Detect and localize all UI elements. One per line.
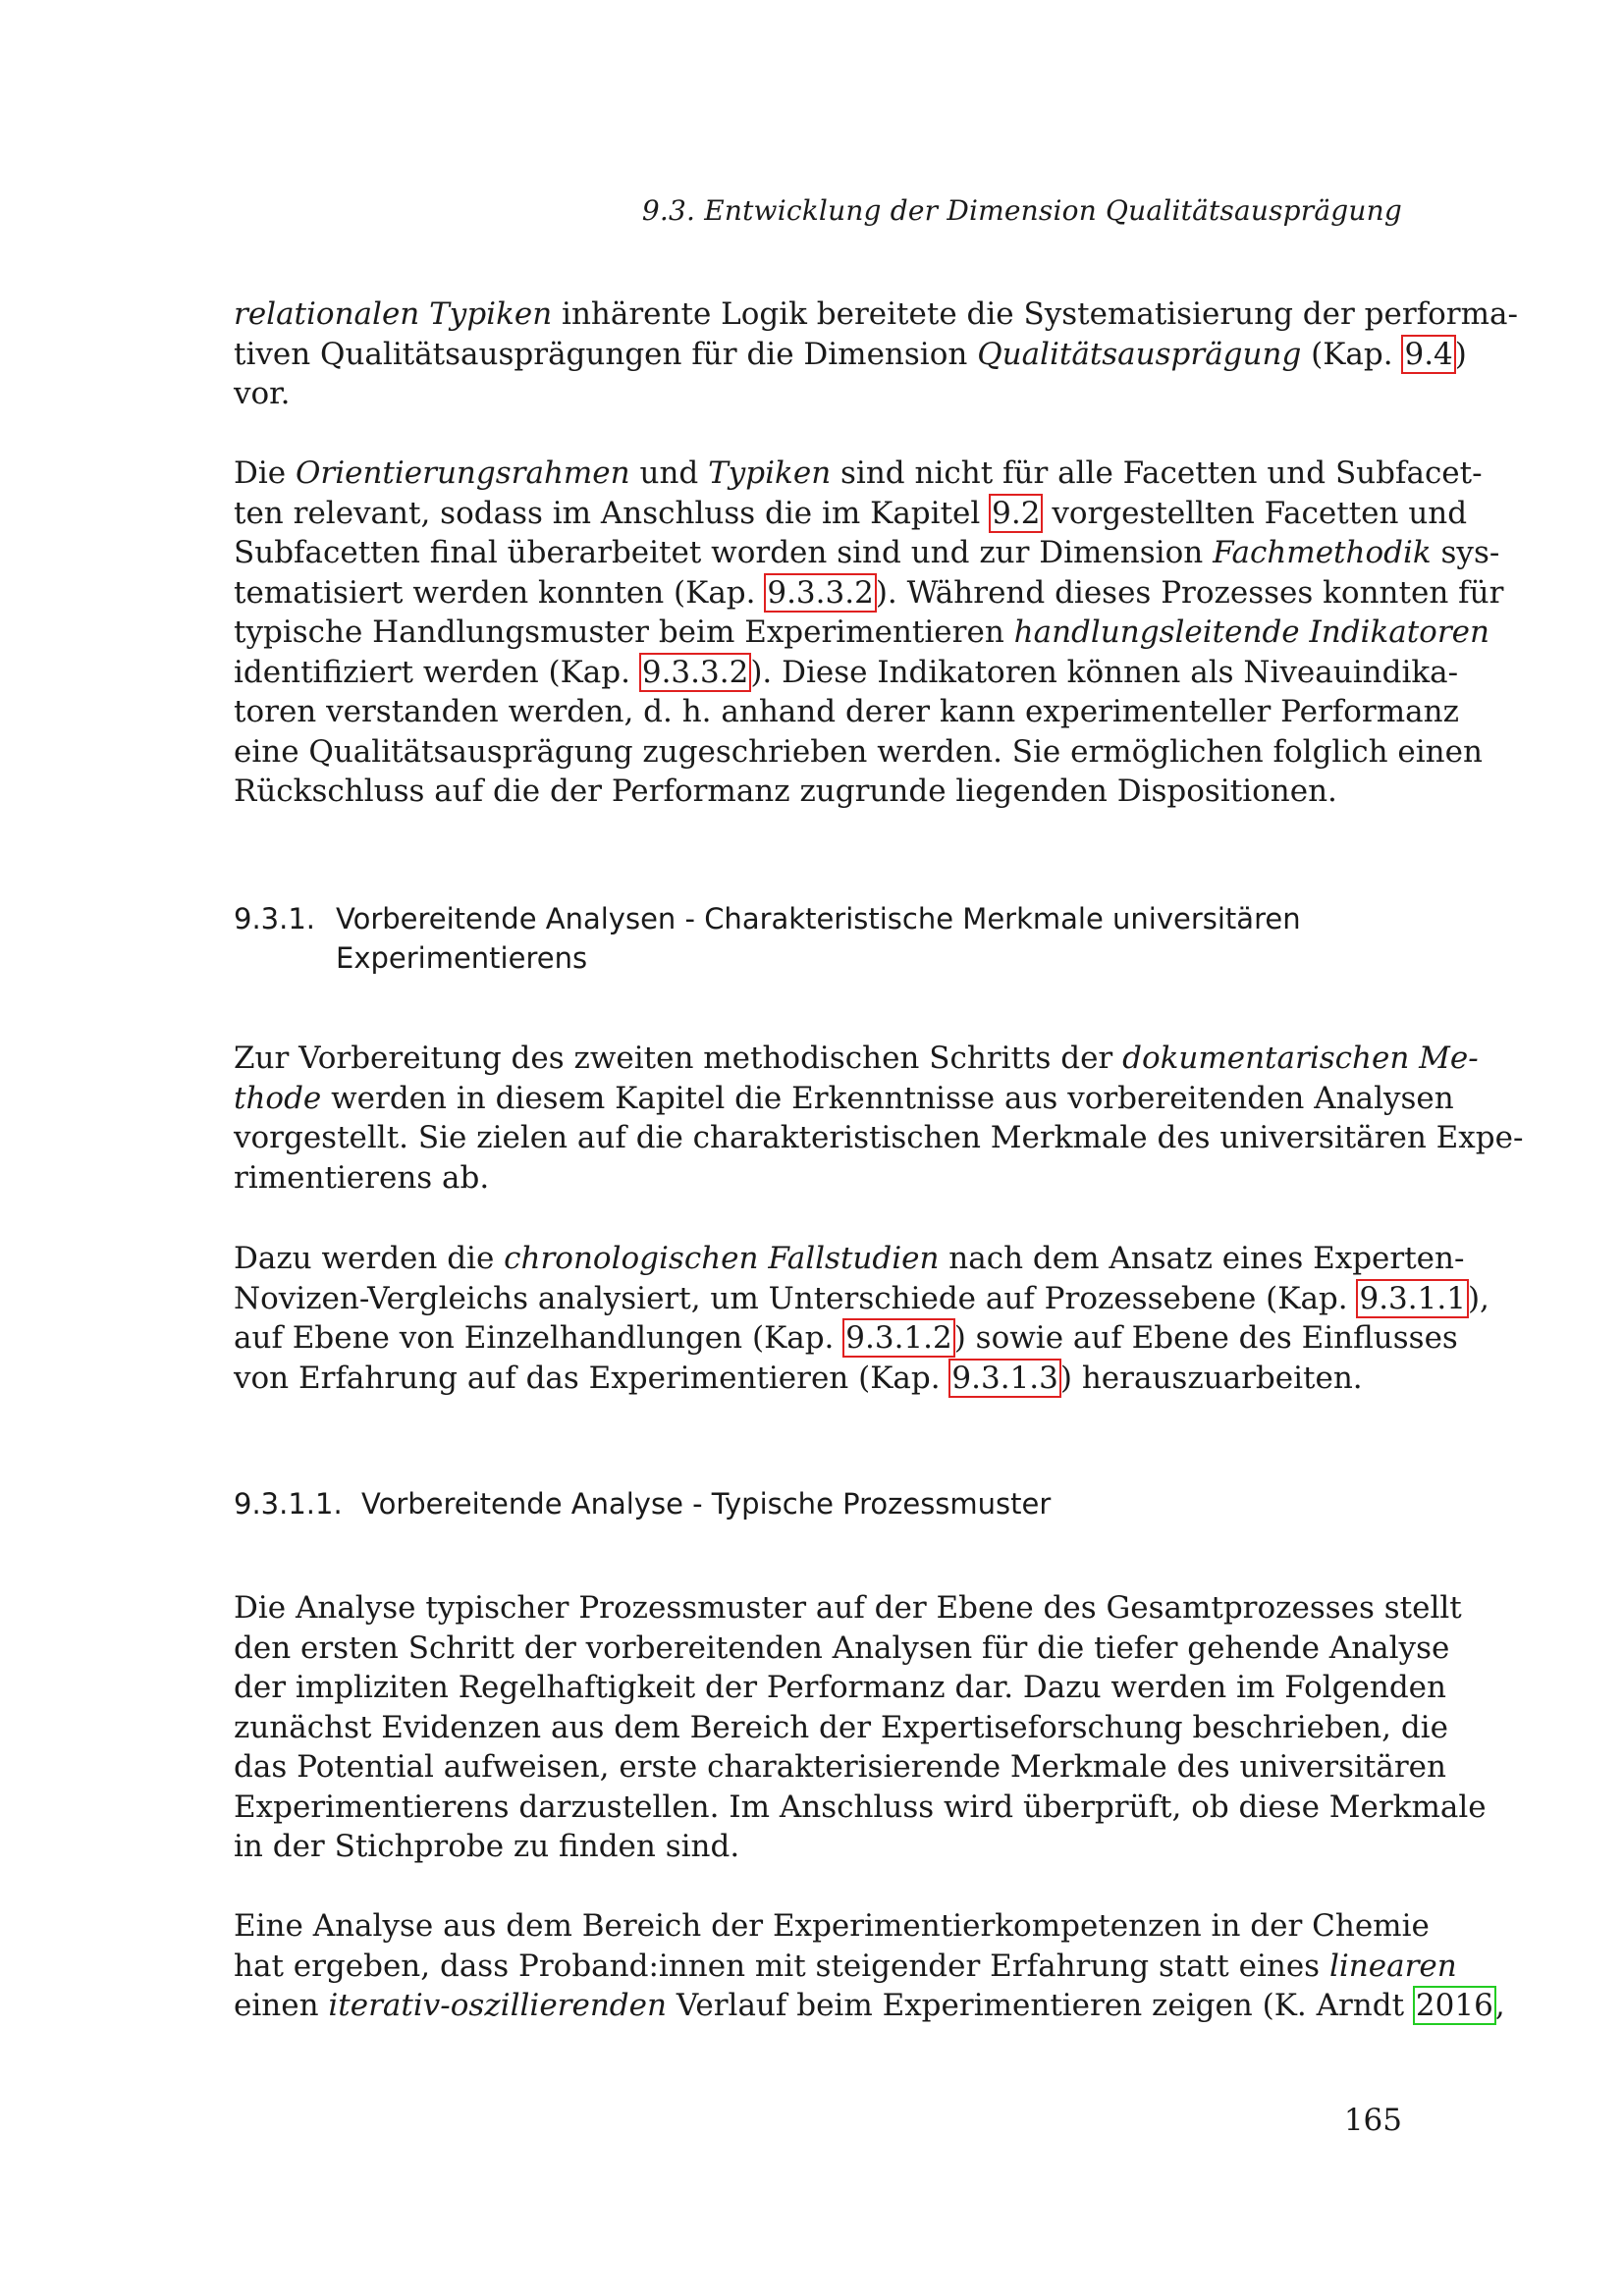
- paragraph-4: [234, 1239, 1489, 1398]
- text-run: ) herauszuarbeiten.: [1059, 1360, 1363, 1396]
- subsection-title: Vorbereitende Analyse - Typische Prozessmuster: [361, 1487, 1052, 1521]
- emphasis-text: Orientierungsrahmen: [295, 455, 630, 491]
- text-run: auf Ebene von Einzelhandlungen (Kap.: [234, 1320, 844, 1356]
- citation-link[interactable]: 2016: [1413, 1986, 1496, 2025]
- text-run: vorgestellt. Sie zielen auf die charakteristischen Merkmale des universitären Expe-: [234, 1120, 1524, 1155]
- text-run: Die Analyse typischer Prozessmuster auf der Ebene des Gesamtprozesses stellt: [234, 1590, 1462, 1626]
- text-run: ): [1454, 336, 1467, 372]
- text-run: sys-: [1431, 535, 1500, 570]
- paragraph-2: [234, 454, 1504, 812]
- text-run: Subfacetten final überarbeitet worden sind und zur Dimension: [234, 535, 1214, 570]
- cross-reference-link[interactable]: 9.4: [1401, 335, 1455, 374]
- cross-reference-link[interactable]: 9.3.1.2: [842, 1318, 954, 1358]
- emphasis-text: dokumentarischen Me-: [1122, 1041, 1479, 1076]
- section-number: 9.3.1.: [234, 902, 316, 935]
- text-run: nach dem Ansatz eines Experten-: [939, 1241, 1465, 1276]
- text-run: werden in diesem Kapitel die Erkenntnisse aus vorbereitenden Analysen: [321, 1080, 1454, 1116]
- page-number: 165: [1343, 2103, 1402, 2138]
- subsection-number: 9.3.1.1.: [234, 1487, 343, 1521]
- text-run: zunächst Evidenzen aus dem Bereich der Expertiseforschung beschrieben, die: [234, 1709, 1448, 1745]
- text-run: vor.: [234, 376, 291, 411]
- emphasis-text: Typiken: [708, 455, 832, 491]
- paragraph-1: [234, 294, 1518, 414]
- running-header: 9.3. Entwicklung der Dimension Qualitätsausprägung: [641, 194, 1402, 227]
- section-title: [336, 899, 1301, 978]
- text-run: ten relevant, sodass im Anschluss die im Kapitel: [234, 495, 991, 531]
- text-run: Die: [234, 455, 296, 491]
- text-run: in der Stichprobe zu finden sind.: [234, 1829, 740, 1864]
- paragraph-3: [234, 1039, 1524, 1198]
- text-run: inhärente Logik bereitete die Systematisierung der performa-: [552, 296, 1518, 332]
- text-run: (Kap.: [1301, 336, 1403, 372]
- text-run: Verlauf beim Experimentieren zeigen (K. Arndt: [666, 1988, 1414, 2023]
- text-run: Rückschluss auf die der Performanz zugrunde liegenden Dispositionen.: [234, 774, 1337, 809]
- emphasis-text: Fachmethodik: [1213, 535, 1432, 570]
- emphasis-text: linearen: [1328, 1948, 1457, 1984]
- cross-reference-link[interactable]: 9.3.1.1: [1356, 1279, 1468, 1318]
- text-run: Experimentierens darzustellen. Im Anschluss wird überprüft, ob diese Merkmale: [234, 1789, 1487, 1825]
- cross-reference-link[interactable]: 9.3.1.3: [948, 1359, 1060, 1398]
- emphasis-text: handlungsleitende Indikatoren: [1013, 614, 1489, 650]
- text-run: sind nicht für alle Facetten und Subfacet-: [831, 455, 1483, 491]
- text-run: toren verstanden werden, d. h. anhand derer kann experimenteller Performanz: [234, 694, 1459, 729]
- paragraph-6: [234, 1906, 1505, 2026]
- text-run: typische Handlungsmuster beim Experimentieren: [234, 614, 1014, 650]
- text-run: identifiziert werden (Kap.: [234, 654, 640, 690]
- text-run: den ersten Schritt der vorbereitenden Analysen für die tiefer gehende Analyse: [234, 1629, 1450, 1666]
- emphasis-text: chronologischen Fallstudien: [504, 1241, 940, 1276]
- text-run: Zur Vorbereitung des zweiten methodischen Schritts der: [234, 1041, 1123, 1076]
- text-run: Novizen-Vergleichs analysiert, um Unterschiede auf Prozessebene (Kap.: [234, 1280, 1358, 1316]
- emphasis-text: relationalen Typiken: [234, 296, 553, 332]
- paragraph-5: [234, 1588, 1487, 1867]
- text-run: tiven Qualitätsausprägungen für die Dimension: [234, 336, 978, 372]
- section-title-line: Experimentierens: [336, 941, 588, 975]
- text-run: ),: [1467, 1280, 1489, 1316]
- text-run: ,: [1494, 1988, 1505, 2023]
- text-run: tematisiert werden konnten (Kap.: [234, 574, 766, 611]
- text-run: der impliziten Regelhaftigkeit der Performanz dar. Dazu werden im Folgenden: [234, 1670, 1446, 1705]
- text-run: einen: [234, 1988, 329, 2023]
- section-title-line: Vorbereitende Analysen - Charakteristische Merkmale universitären: [336, 902, 1301, 935]
- emphasis-text: thode: [234, 1080, 322, 1116]
- text-run: eine Qualitätsausprägung zugeschrieben werden. Sie ermöglichen folglich einen: [234, 733, 1483, 770]
- subsection-heading: [234, 1484, 1051, 1523]
- text-run: vorgestellten Facetten und: [1042, 495, 1468, 531]
- text-run: hat ergeben, dass Proband:innen mit steigender Erfahrung statt eines: [234, 1948, 1329, 1984]
- section-heading: [234, 899, 1301, 978]
- text-run: Eine Analyse aus dem Bereich der Experimentierkompetenzen in der Chemie: [234, 1908, 1430, 1944]
- text-run: ) sowie auf Ebene des Einflusses: [953, 1320, 1458, 1356]
- text-run: von Erfahrung auf das Experimentieren (Kap.: [234, 1360, 950, 1396]
- text-run: das Potential aufweisen, erste charakterisierende Merkmale des universitären: [234, 1749, 1446, 1785]
- text-run: Dazu werden die: [234, 1241, 505, 1276]
- emphasis-text: iterativ-oszillierenden: [328, 1988, 667, 2023]
- text-run: ). Während dieses Prozesses konnten für: [875, 574, 1504, 611]
- emphasis-text: Qualitätsausprägung: [977, 336, 1302, 372]
- text-run: ). Diese Indikatoren können als Niveauindika-: [750, 654, 1459, 690]
- text-run: rimentierens ab.: [234, 1159, 490, 1196]
- cross-reference-link[interactable]: 9.2: [989, 494, 1043, 533]
- cross-reference-link[interactable]: 9.3.3.2: [764, 573, 876, 613]
- text-run: und: [629, 455, 709, 491]
- cross-reference-link[interactable]: 9.3.3.2: [639, 653, 751, 692]
